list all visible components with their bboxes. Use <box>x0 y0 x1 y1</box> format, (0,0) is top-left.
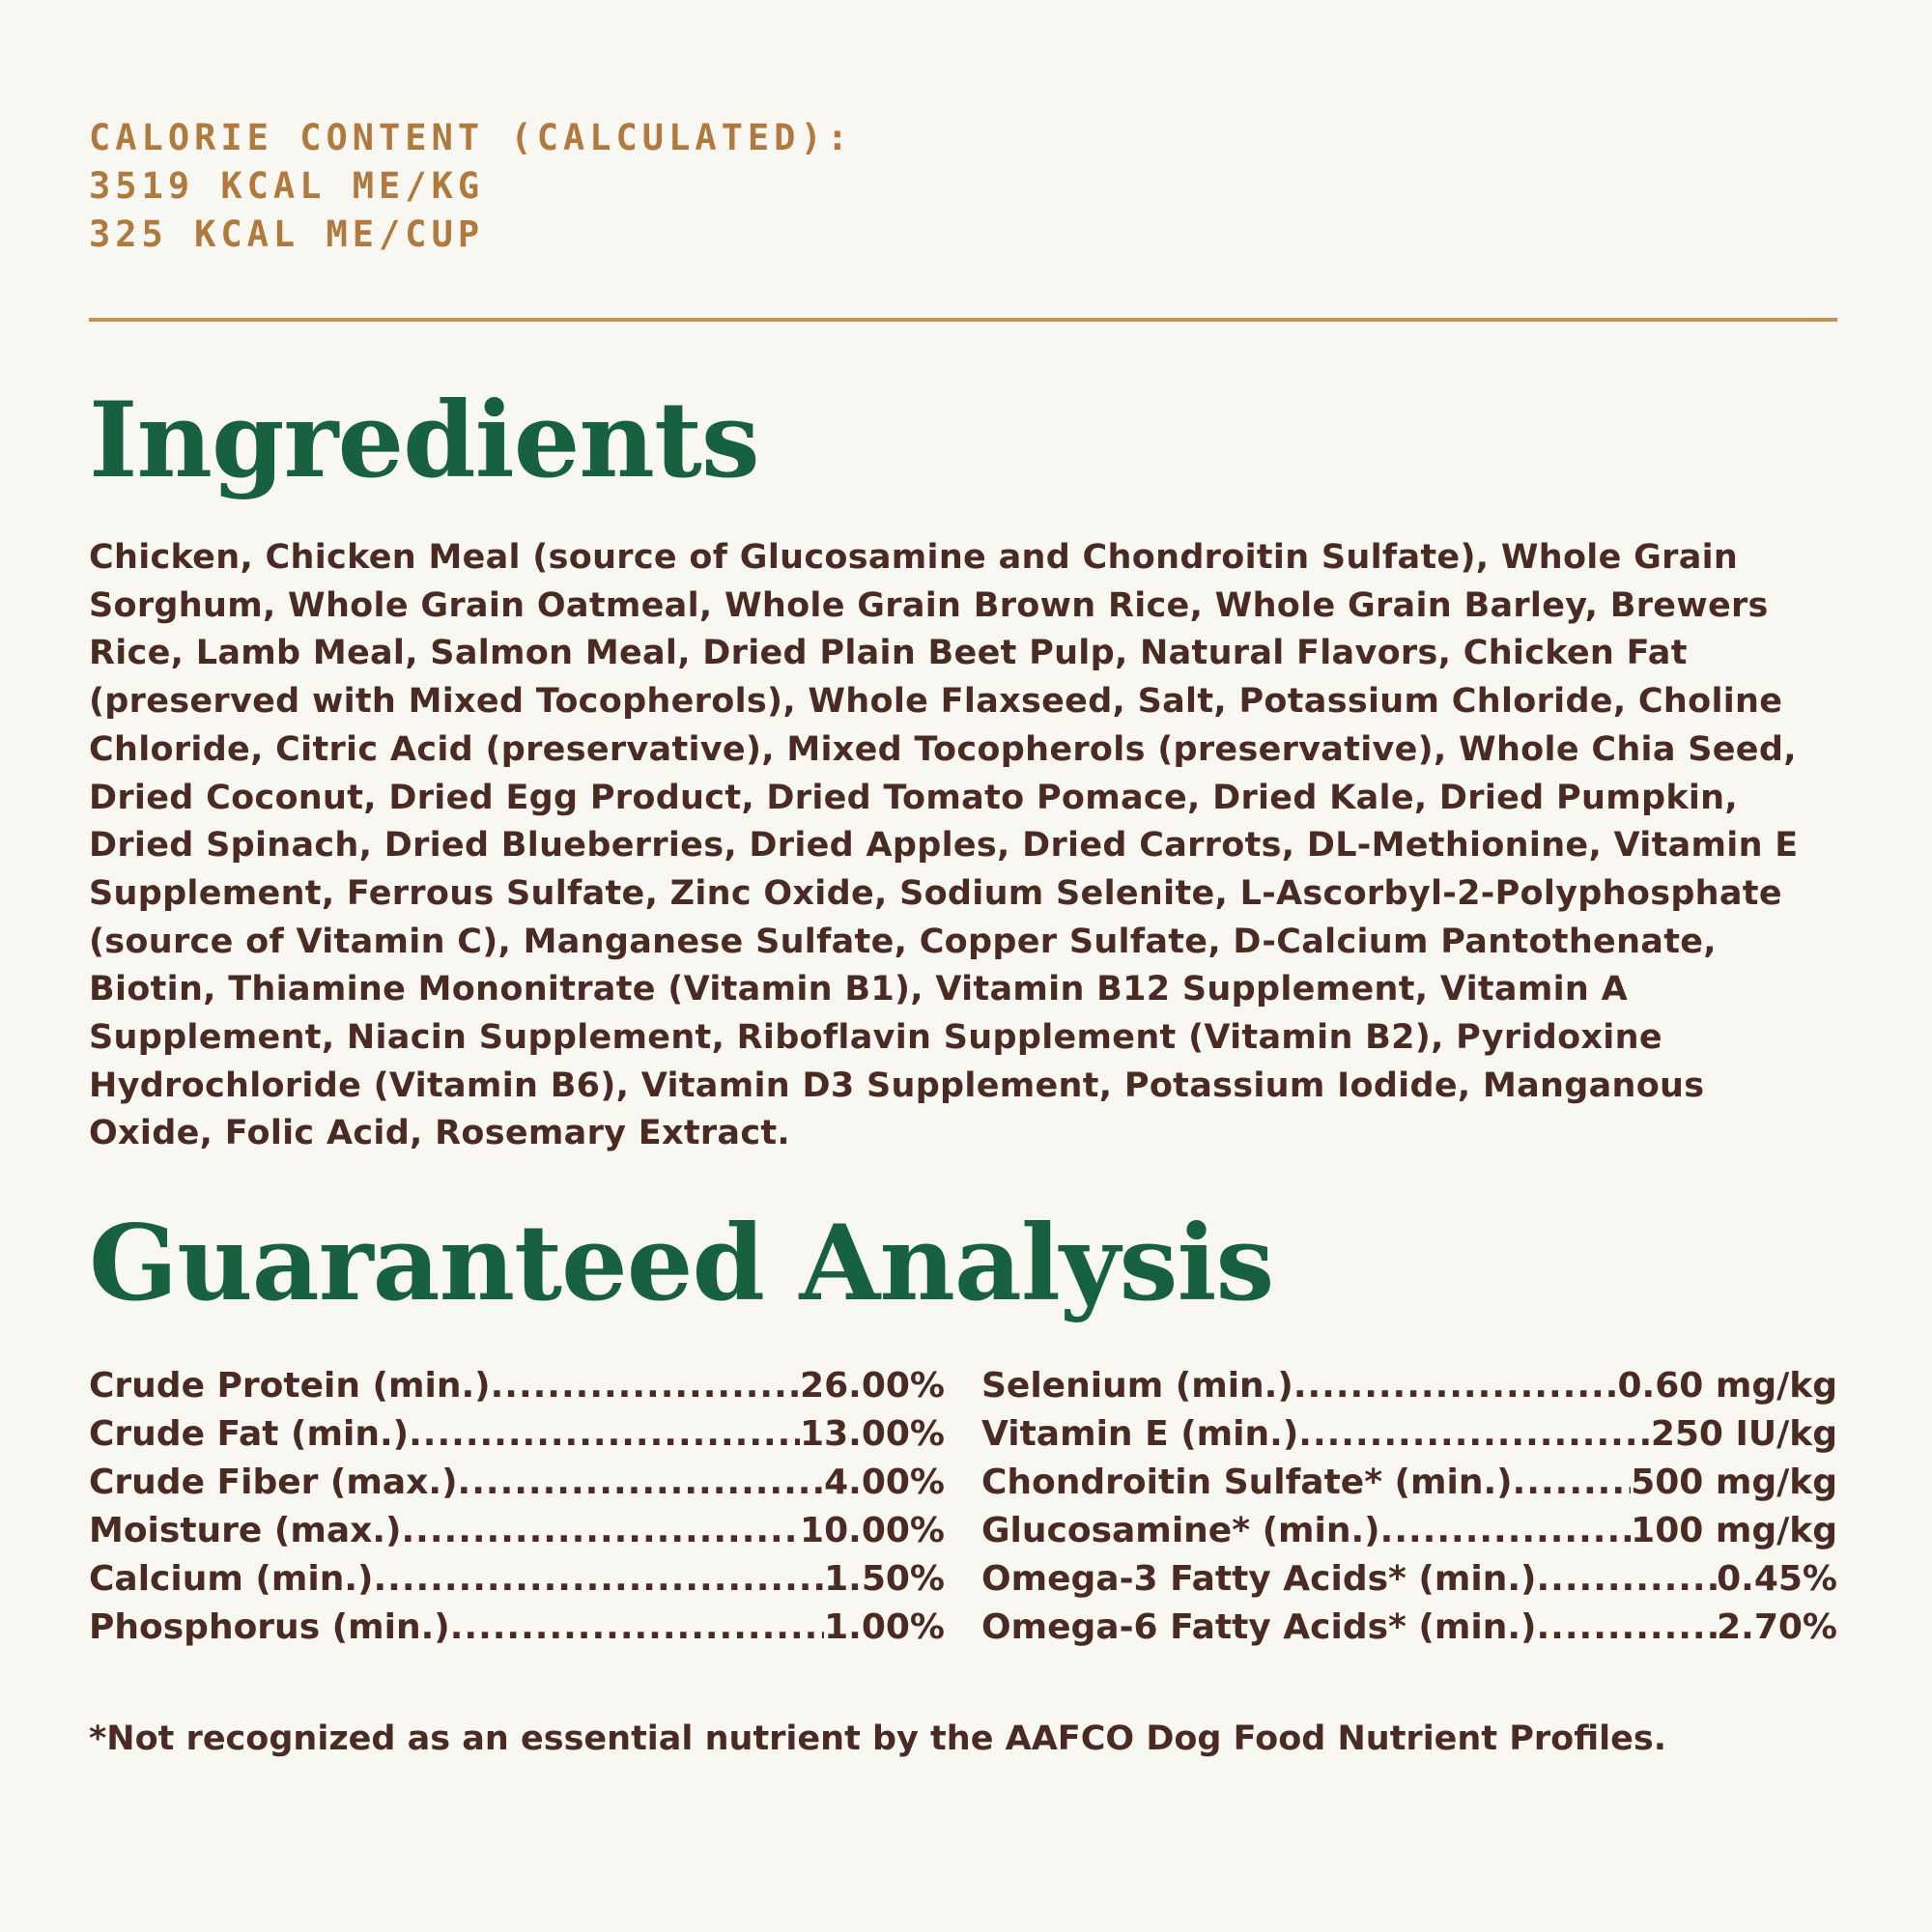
analysis-value: 100 mg/kg <box>1631 1511 1837 1550</box>
dot-leader <box>401 1507 800 1555</box>
analysis-label: Calcium (min.) <box>89 1559 374 1599</box>
analysis-row <box>89 1410 945 1459</box>
analysis-row <box>981 1410 1837 1459</box>
dot-leader <box>1536 1555 1717 1604</box>
dot-leader <box>1298 1410 1651 1459</box>
analysis-value: 26.00% <box>800 1366 945 1406</box>
analysis-row <box>981 1604 1837 1652</box>
analysis-row <box>981 1507 1837 1555</box>
analysis-label: Chondroitin Sulfate* (min.) <box>981 1463 1513 1502</box>
analysis-value: 500 mg/kg <box>1631 1463 1837 1502</box>
dot-leader <box>1380 1507 1632 1555</box>
analysis-value: 1.00% <box>824 1607 945 1647</box>
analysis-value: 10.00% <box>800 1511 945 1550</box>
analysis-label: Vitamin E (min.) <box>981 1414 1299 1454</box>
analysis-label: Omega-6 Fatty Acids* (min.) <box>981 1607 1537 1647</box>
dot-leader <box>409 1410 800 1459</box>
dot-leader <box>1293 1362 1618 1410</box>
analysis-value: 250 IU/kg <box>1650 1414 1837 1454</box>
calorie-content-title: CALORIE CONTENT (CALCULATED): <box>89 117 854 158</box>
dot-leader <box>373 1555 824 1604</box>
analysis-value: 0.60 mg/kg <box>1617 1366 1837 1406</box>
analysis-row <box>981 1362 1837 1410</box>
calorie-per-kg: 3519 KCAL ME/KG <box>89 165 485 207</box>
analysis-row <box>89 1459 945 1507</box>
analysis-row <box>981 1555 1837 1604</box>
analysis-row <box>89 1555 945 1604</box>
analysis-column-right <box>981 1362 1837 1652</box>
analysis-row <box>89 1507 945 1555</box>
analysis-label: Omega-3 Fatty Acids* (min.) <box>981 1559 1537 1599</box>
dot-leader <box>491 1362 800 1410</box>
guaranteed-analysis-heading: Guaranteed Analysis <box>89 1203 1274 1324</box>
dot-leader <box>450 1604 824 1652</box>
analysis-label: Selenium (min.) <box>981 1366 1293 1406</box>
analysis-row <box>981 1459 1837 1507</box>
analysis-column-left <box>89 1362 945 1652</box>
calorie-per-cup: 325 KCAL ME/CUP <box>89 213 485 255</box>
dot-leader <box>458 1459 825 1507</box>
analysis-value: 2.70% <box>1717 1607 1837 1647</box>
analysis-label: Phosphorus (min.) <box>89 1607 450 1647</box>
analysis-label: Crude Protein (min.) <box>89 1366 491 1406</box>
dot-leader <box>1536 1604 1717 1652</box>
analysis-value: 0.45% <box>1717 1559 1837 1599</box>
calorie-content <box>89 114 853 259</box>
ingredients-list: Chicken, Chicken Meal (source of Glucosamine and Chondroitin Sulfate), Whole Grain Sorghum, Whole Grain Oatmeal, Whole Grain Brown Rice, Whole Grain Barley, Brewers Rice, Lamb Meal, Salmon Meal, Dried Plain Beet Pulp, Natural Flavors, Chicken Fat (preserved with Mixed Tocopherols), Whole Flaxseed, Salt, Potassium Chloride, Choline Chloride, Citric Acid (preservative), Mixed Tocopherols (preservative), Whole Chia Seed, Dried Coconut, Dried Egg Product, Dried Tomato Pomace, Dried Kale, Dried Pumpkin, Dried Spinach, Dried Blueberries, Dried Apples, Dried Carrots, DL-Methionine, Vitamin E Supplement, Ferrous Sulfate, Zinc Oxide, Sodium Selenite, L-Ascorbyl-2-Polyphosphate (source of Vitamin C), Manganese Sulfate, Copper Sulfate, D-Calcium Pantothenate, Biotin, Thiamine Mononitrate (Vitamin B1), Vitamin B12 Supplement, Vitamin A Supplement, Niacin Supplement, Riboflavin Supplement (Vitamin B2), Pyridoxine Hydrochloride (Vitamin B6), Vitamin D3 Supplement, Potassium Iodide, Manganous Oxide, Folic Acid, Rosemary Extract. <box>89 538 1799 1153</box>
analysis-row <box>89 1362 945 1410</box>
dot-leader <box>1513 1459 1632 1507</box>
analysis-value: 4.00% <box>824 1463 945 1502</box>
analysis-value: 13.00% <box>800 1414 945 1454</box>
analysis-label: Moisture (max.) <box>89 1511 402 1550</box>
analysis-value: 1.50% <box>824 1559 945 1599</box>
nutrition-panel <box>89 0 1837 1932</box>
analysis-label: Crude Fat (min.) <box>89 1414 410 1454</box>
analysis-row <box>89 1604 945 1652</box>
analysis-label: Glucosamine* (min.) <box>981 1511 1380 1550</box>
ingredients-heading: Ingredients <box>89 380 759 501</box>
analysis-label: Crude Fiber (max.) <box>89 1463 458 1502</box>
section-divider <box>89 318 1837 322</box>
aafco-footnote: *Not recognized as an essential nutrient by the AAFCO Dog Food Nutrient Profiles. <box>89 1719 1667 1758</box>
